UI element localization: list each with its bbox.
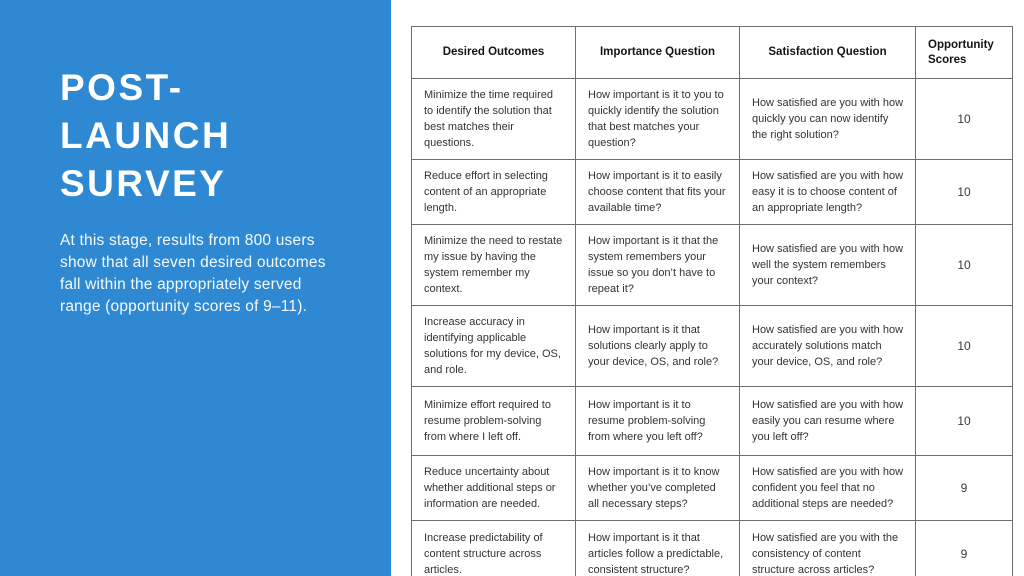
satisfaction-cell: How satisfied are you with how accurately solutions match your device, OS, and role?	[740, 306, 916, 387]
importance-cell: How important is it to you to quickly identify the solution that best matches your question?	[576, 79, 740, 160]
satisfaction-cell: How satisfied are you with how easily you can resume where you left off?	[740, 387, 916, 456]
score-cell: 10	[916, 160, 1013, 225]
survey-table-container	[411, 26, 1013, 576]
importance-cell: How important is it to resume problem-solving from where you left off?	[576, 387, 740, 456]
left-panel	[0, 0, 391, 576]
table-header-row	[412, 27, 1013, 79]
table-row	[412, 306, 1013, 387]
page-title-line-2: LAUNCH	[60, 115, 232, 156]
page-title-line-3: SURVEY	[60, 163, 227, 204]
column-header-opportunity-scores: Opportunity Scores	[916, 27, 1013, 79]
outcome-cell: Increase accuracy in identifying applicable solutions for my device, OS, and role.	[412, 306, 576, 387]
slide-description: At this stage, results from 800 users show that all seven desired outcomes fall within the appropriately served range (opportunity scores of 9–11).	[60, 232, 326, 315]
survey-table	[411, 26, 1013, 576]
importance-cell: How important is it that solutions clearly apply to your device, OS, and role?	[576, 306, 740, 387]
importance-cell: How important is it that the system remembers your issue so you don’t have to repeat it?	[576, 225, 740, 306]
satisfaction-cell: How satisfied are you with how easy it is to choose content of an appropriate length?	[740, 160, 916, 225]
satisfaction-cell: How satisfied are you with how well the system remembers your context?	[740, 225, 916, 306]
importance-cell: How important is it to know whether you’ve completed all necessary steps?	[576, 456, 740, 521]
outcome-cell: Reduce effort in selecting content of an appropriate length.	[412, 160, 576, 225]
score-cell: 10	[916, 306, 1013, 387]
satisfaction-cell: How satisfied are you with how confident you feel that no additional steps are needed?	[740, 456, 916, 521]
importance-cell: How important is it to easily choose content that fits your available time?	[576, 160, 740, 225]
outcome-cell: Minimize the time required to identify the solution that best matches their questions.	[412, 79, 576, 160]
importance-cell: How important is it that articles follow a predictable, consistent structure?	[576, 521, 740, 576]
column-header-importance-question: Importance Question	[576, 27, 740, 79]
outcome-cell: Reduce uncertainty about whether additional steps or information are needed.	[412, 456, 576, 521]
table-row	[412, 79, 1013, 160]
outcome-cell: Minimize effort required to resume problem-solving from where I left off.	[412, 387, 576, 456]
table-row	[412, 387, 1013, 456]
score-cell: 10	[916, 79, 1013, 160]
score-cell: 9	[916, 521, 1013, 576]
column-header-desired-outcomes: Desired Outcomes	[412, 27, 576, 79]
outcome-cell: Increase predictability of content structure across articles.	[412, 521, 576, 576]
table-row	[412, 225, 1013, 306]
outcome-cell: Minimize the need to restate my issue by having the system remember my context.	[412, 225, 576, 306]
satisfaction-cell: How satisfied are you with the consistency of content structure across articles?	[740, 521, 916, 576]
score-cell: 10	[916, 387, 1013, 456]
table-row	[412, 160, 1013, 225]
table-row	[412, 521, 1013, 576]
table-row	[412, 456, 1013, 521]
score-cell: 9	[916, 456, 1013, 521]
page-title-line-1: POST-	[60, 67, 184, 108]
score-cell: 10	[916, 225, 1013, 306]
satisfaction-cell: How satisfied are you with how quickly you can now identify the right solution?	[740, 79, 916, 160]
page-title	[60, 64, 339, 208]
column-header-satisfaction-question: Satisfaction Question	[740, 27, 916, 79]
